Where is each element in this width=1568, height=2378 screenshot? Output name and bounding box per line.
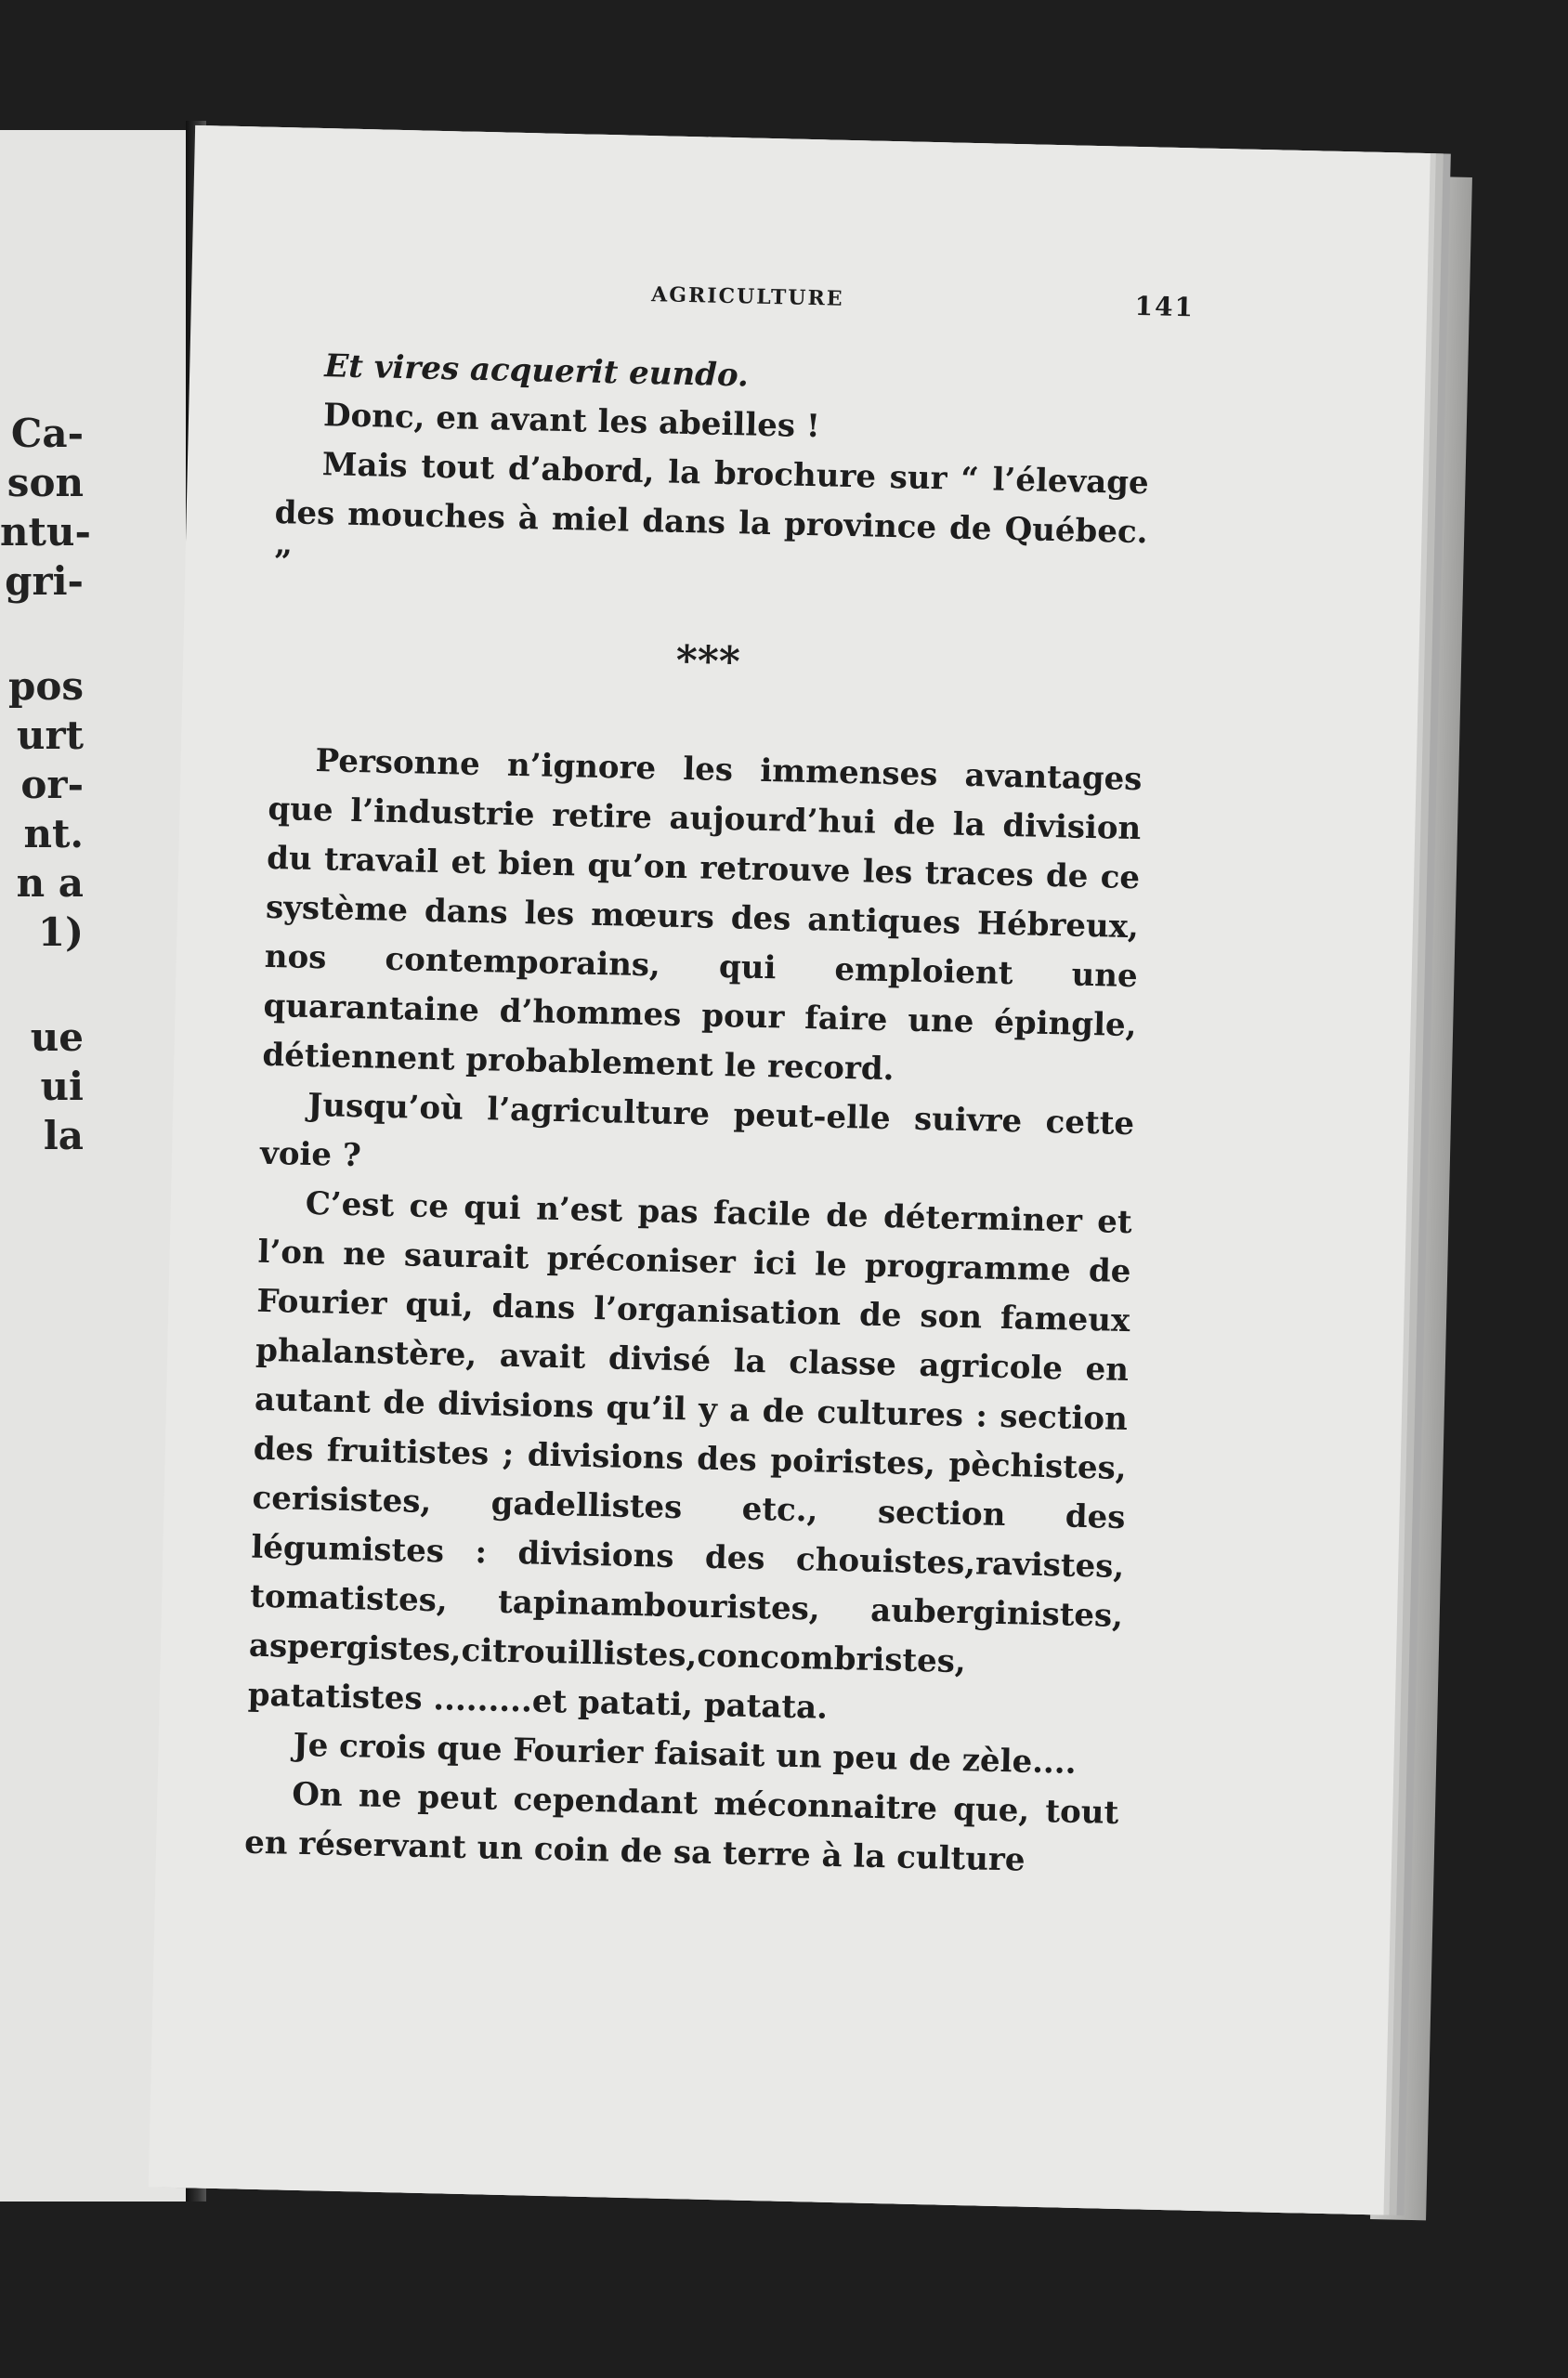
left-fragment: ue	[30, 1014, 84, 1060]
left-fragment: son	[7, 460, 84, 505]
left-fragment: 1)	[37, 909, 84, 955]
left-fragment: Ca-	[10, 411, 84, 456]
left-fragment: or-	[20, 762, 84, 807]
left-fragment: ui	[40, 1064, 84, 1109]
latin-quote: Et vires acquerit eundo.	[323, 347, 750, 395]
paragraph: On ne peut cependant méconnaitre que, tout en réservant un coin de sa terre à la culture	[243, 1775, 1119, 1879]
left-fragment: gri-	[5, 558, 84, 604]
paragraph: C’est ce qui n’est pas facile de déterminer et l’on ne saurait préconiser ici le programme de Fourier qui, dans l’organisation de son fameux phalanstère, avait divisé la classe agricole en autant de divisions qu’il y a de cultures : section des fruitistes ; divisions des poiristes, pèchistes, cerisistes, gadellistes etc., section des légumistes : divisions des chouistes,ravistes, tomatistes, tapinambouristes, auberginistes, aspergistes,citrouillistes,concombristes, patatistes .........et patati, patata.	[247, 1184, 1133, 1727]
paragraph: Personne n’ignore les immenses avantages que l’industrie retire aujourd’hui de la division du travail et bien qu’on retrouve les traces de ce système dans les mœurs des antiques Hébreux, nos contemporains, qui emploient une quarantaine d’hommes pour faire une épingle, détiennent probablement le record.	[262, 742, 1143, 1089]
left-fragment-gap	[0, 606, 84, 661]
left-fragment: n a	[16, 860, 84, 906]
paragraph: Donc, en avant les abeilles !	[322, 397, 821, 446]
paragraph: Je crois que Fourier faisait un peu de zèle....	[293, 1726, 1077, 1782]
left-fragment: ntu-	[0, 509, 91, 555]
running-title: AGRICULTURE	[650, 282, 844, 311]
paragraph: Jusqu’où l’agriculture peut-elle suivre cette voie ?	[259, 1086, 1135, 1175]
page-content	[243, 282, 1196, 1888]
section-separator: ***	[675, 636, 741, 686]
left-fragment: urt	[16, 712, 84, 758]
left-page-text-fragments	[0, 409, 91, 1160]
book-page	[149, 125, 1431, 2215]
left-fragment: pos	[7, 663, 84, 709]
left-fragment: nt.	[23, 811, 84, 856]
left-fragment-gap	[0, 957, 84, 1013]
running-head	[280, 262, 1196, 323]
left-fragment: la	[43, 1113, 84, 1158]
paragraph: Mais tout d’abord, la brochure sur “ l’élevage des mouches à miel dans la province de Québec. ”	[273, 446, 1150, 581]
page-number: 141	[1134, 290, 1196, 323]
